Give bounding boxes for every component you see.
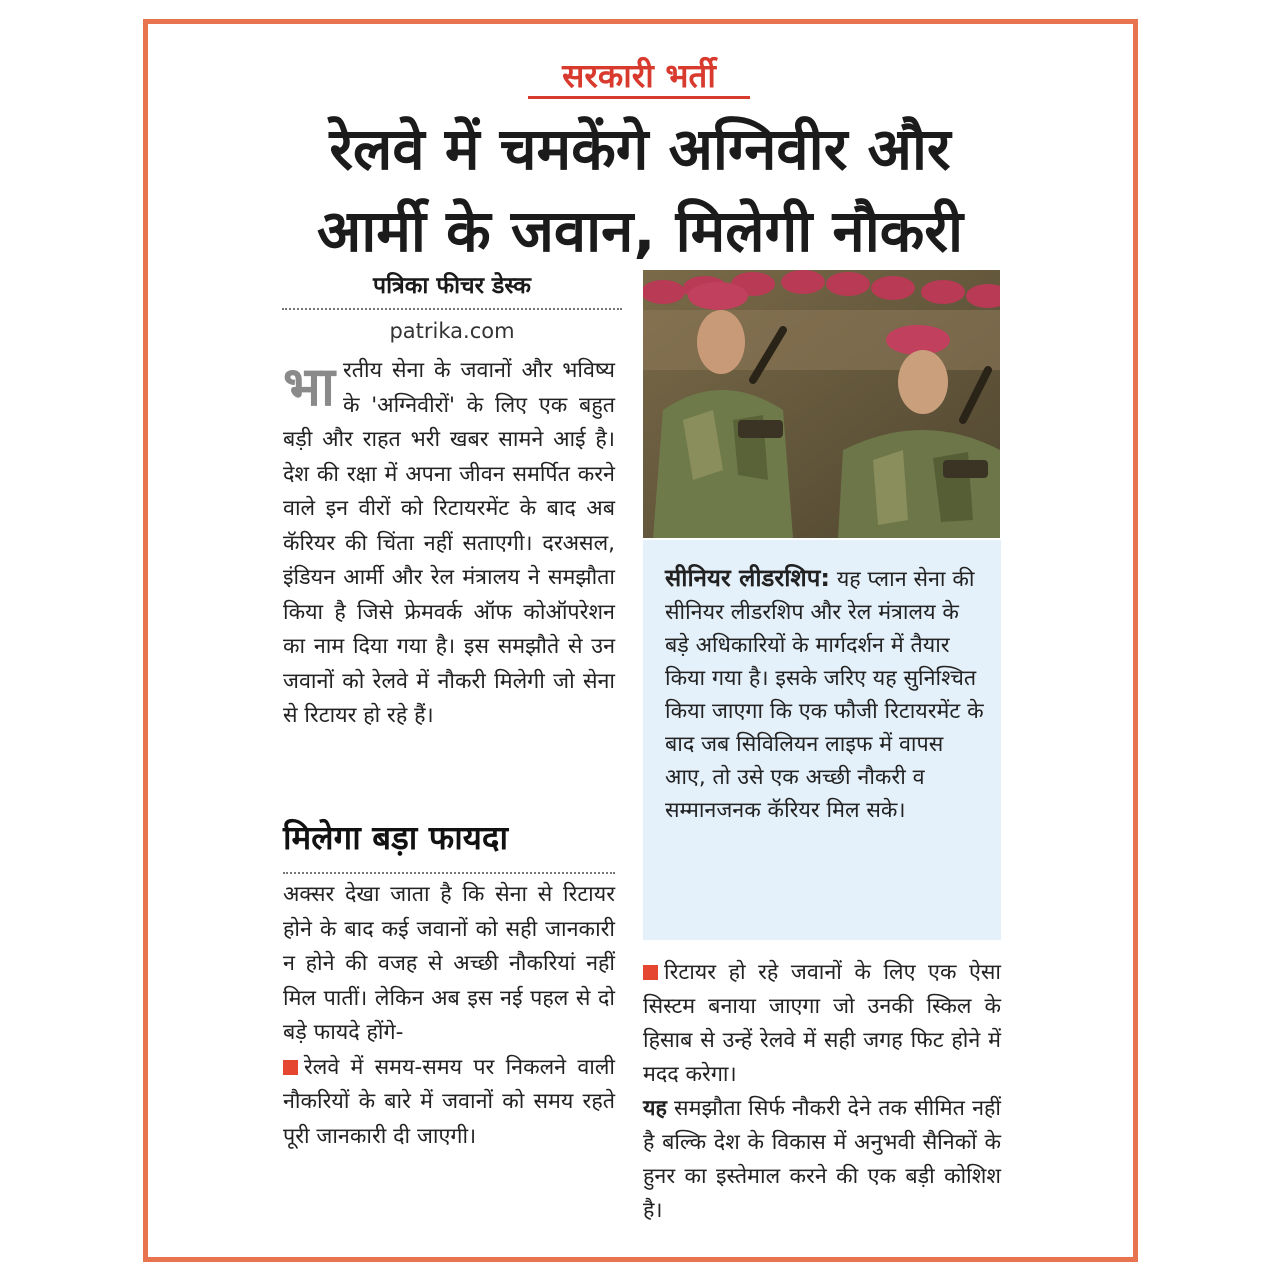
benefit-item-2 [643, 956, 1001, 1092]
soldiers-parade-illustration [643, 270, 1000, 538]
sidebar-text: यह प्लान सेना की सीनियर लीडरशिप और रेल मंत्रालय के बड़े अधिकारियों के मार्गदर्शन में तैयार किया गया है। इसके जरिए यह सुनिश्चित किया जाएगा कि एक फौजी रिटायरमेंट के बाद जब सिविलियन लाइफ में वापस आए, तो उसे एक अच्छी नौकरी व सम्मानजनक कॅरियर मिल सके। [665, 567, 984, 823]
intro-text: रतीय सेना के जवानों और भविष्य के 'अग्निवीरों' के लिए एक बहुत बड़ी और राहत भरी खबर सामने आई है। देश की रक्षा में अपना जीवन समर्पित करने वाले इन वीरों को रिटायरमेंट के बाद अब कॅरियर की चिंता नहीं सताएगी। दरअसल, इंडियन आर्मी और रेल मंत्रालय ने समझौता किया है जिसे फ्रेमवर्क ऑफ कोऑपरेशन का नाम दिया गया है। इस समझौते से उन जवानों को रेलवे में नौकरी मिलेगी जो सेना से रिटायर हो रहे हैं। [283, 358, 615, 728]
byline-divider [282, 308, 622, 310]
intro-paragraph [283, 354, 615, 734]
kicker-underline [528, 96, 750, 99]
right-column [643, 956, 1001, 1228]
benefit-item-1-text: रेलवे में समय-समय पर निकलने वाली नौकरियों के बारे में जवानों को समय रहते पूरी जानकारी दी जाएगी। [283, 1054, 615, 1149]
closing-lead: यह [643, 1096, 667, 1121]
dropcap: भा [283, 355, 335, 418]
benefit-item-1 [283, 1051, 615, 1155]
bullet-square-icon [283, 1060, 298, 1075]
subheading: मिलेगा बड़ा फायदा [283, 818, 509, 857]
benefits-paragraph: अक्सर देखा जाता है कि सेना से रिटायर होने के बाद कई जवानों को सही जानकारी न होने की वजह से अच्छी नौकरियां नहीं मिल पातीं। लेकिन अब इस नई पहल से दो बड़े फायदे होंगे- [283, 882, 615, 1045]
soldiers-photo [643, 270, 1000, 538]
headline-line-1: रेलवे में चमकेंगे अग्निवीर और [329, 115, 951, 183]
subheading-divider [283, 872, 615, 874]
byline: पत्रिका फीचर डेस्क [373, 273, 531, 299]
leadership-sidebar [643, 540, 1001, 940]
bullet-square-icon [643, 965, 658, 980]
website-credit: patrika.com [389, 319, 515, 343]
intro-column [283, 354, 615, 734]
headline-line-2: आर्मी के जवान, मिलेगी नौकरी [316, 197, 964, 265]
section-kicker: सरकारी भर्ती [562, 56, 716, 95]
headline [260, 108, 1020, 272]
benefits-column [283, 878, 615, 1154]
sidebar-title: सीनियर लीडरशिप: [665, 564, 830, 592]
benefit-item-2-text: रिटायर हो रहे जवानों के लिए एक ऐसा सिस्टम बनाया जाएगा जो उनकी स्किल के हिसाब से उन्हें रेलवे में सही जगह फिट होने में मदद करेगा। [643, 960, 1001, 1087]
closing-paragraph [643, 1092, 1001, 1228]
closing-text: समझौता सिर्फ नौकरी देने तक सीमित नहीं है बल्कि देश के विकास में अनुभवी सैनिकों के हुनर का इस्तेमाल करने की एक बड़ी कोशिश है। [643, 1096, 1001, 1223]
